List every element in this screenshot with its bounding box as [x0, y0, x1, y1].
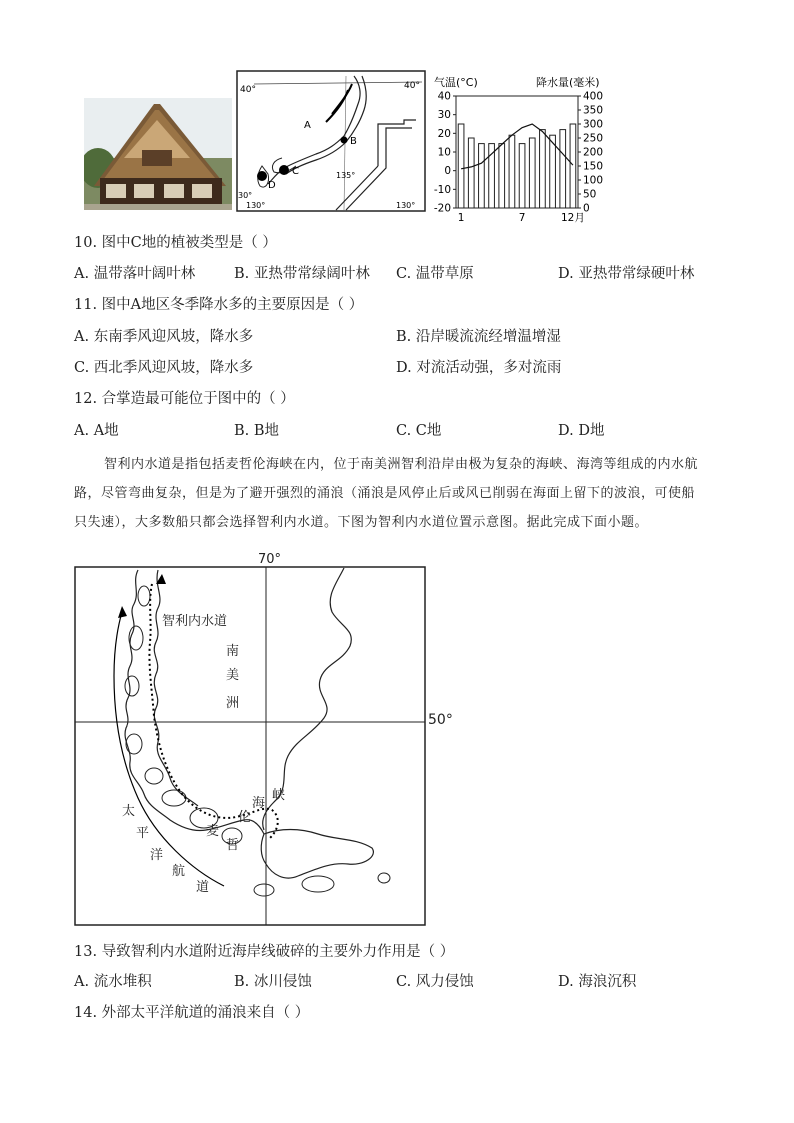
- lon-130-left-label: 130°: [246, 201, 266, 210]
- precip-bar: [479, 144, 485, 208]
- lon-135-label: 135°: [336, 171, 356, 180]
- chart-precip-title: 降水量(毫米): [536, 76, 600, 89]
- continent-char-1: 南: [226, 644, 240, 659]
- q13-option-c[interactable]: C. 风力侵蚀: [396, 974, 474, 990]
- continent-char-2: 美: [226, 668, 240, 683]
- q11-option-b[interactable]: B. 沿岸暖流流经增温增湿: [396, 329, 561, 345]
- label-b: B: [350, 136, 357, 147]
- japan-map: [236, 70, 426, 212]
- q12-option-b[interactable]: B. B地: [234, 423, 280, 439]
- right-tick-label: 400: [583, 90, 604, 103]
- q11-option-a[interactable]: A. 东南季风迎风坡，降水多: [74, 329, 254, 345]
- climate-chart: [428, 72, 610, 224]
- q12-option-a[interactable]: A. A地: [74, 423, 119, 439]
- precip-bar: [529, 138, 535, 208]
- lon-70-label: 70°: [258, 552, 282, 567]
- q12-stem: 12. 合掌造最可能位于图中的（ ）: [74, 391, 295, 407]
- right-tick-label: 150: [583, 160, 604, 173]
- temperature-line: [461, 124, 573, 169]
- label-a: A: [304, 120, 311, 131]
- lat-40-left-label: 40°: [240, 85, 256, 95]
- x-tick-label: 7: [518, 212, 526, 224]
- q10-stem: 10. 图中C地的植被类型是（ ）: [74, 235, 277, 251]
- q10-option-a[interactable]: A. 温带落叶阔叶林: [74, 266, 196, 282]
- precip-bar: [458, 124, 464, 208]
- chile-map: [74, 566, 426, 926]
- gassho-house-photo: [84, 98, 232, 210]
- precip-bar: [560, 130, 566, 208]
- right-tick-label: 200: [583, 146, 604, 159]
- right-tick-label: 350: [583, 104, 604, 117]
- x-tick-label: 1: [457, 212, 465, 224]
- q13-option-b[interactable]: B. 冰川侵蚀: [234, 974, 312, 990]
- q13-option-a[interactable]: A. 流水堆积: [74, 974, 152, 990]
- chart-line: [461, 124, 573, 169]
- q11-option-c[interactable]: C. 西北季风迎风坡，降水多: [74, 360, 254, 376]
- passage-line-3: 只失速），大多数船只都会选择智利内水道。下图为智利内水道位置示意图。据此完成下面小题。: [74, 515, 649, 530]
- chart-temp-title: 气温(°C): [434, 76, 478, 89]
- left-tick-label: -20: [433, 202, 451, 215]
- pacific-char-1: 太: [122, 804, 136, 819]
- chart-bars: [458, 124, 576, 208]
- pacific-char-2: 平: [136, 826, 150, 841]
- strait-char-1: 海: [252, 796, 266, 811]
- q13-option-d[interactable]: D. 海浪沉积: [558, 974, 637, 990]
- strait-char-3: 伦: [238, 810, 252, 825]
- left-tick-label: -10: [433, 183, 451, 196]
- passage-line-2: 路，尽管弯曲复杂，但是为了避开强烈的涌浪（涌浪是风停止后或风已削弱在海面上留下的波浪，可使船: [74, 486, 696, 501]
- label-c: C: [292, 166, 299, 177]
- precip-bar: [509, 135, 515, 208]
- precip-bar: [570, 124, 576, 208]
- q11-stem: 11. 图中A地区冬季降水多的主要原因是（ ）: [74, 297, 364, 313]
- right-tick-label: 0: [583, 202, 590, 215]
- label-d: D: [268, 180, 276, 191]
- q11-option-d[interactable]: D. 对流活动强，多对流雨: [396, 360, 562, 376]
- strait-char-2: 峡: [272, 788, 286, 803]
- right-tick-label: 250: [583, 132, 604, 145]
- left-tick-label: 10: [437, 146, 451, 159]
- precip-bar: [550, 135, 556, 208]
- right-tick-label: 50: [583, 188, 597, 201]
- passage-line-1: 智利内水道是指包括麦哲伦海峡在内，位于南美洲智利沿岸由极为复杂的海峡、海湾等组成的内水航: [104, 457, 699, 472]
- lat-30-label: 30°: [238, 191, 253, 200]
- pacific-char-3: 洋: [150, 848, 164, 863]
- q10-option-c[interactable]: C. 温带草原: [396, 266, 474, 282]
- q14-stem: 14. 外部太平洋航道的涌浪来自（ ）: [74, 1005, 310, 1021]
- pacific-char-4: 航: [172, 864, 186, 879]
- q12-option-c[interactable]: C. C地: [396, 423, 442, 439]
- q10-option-d[interactable]: D. 亚热带常绿硬叶林: [558, 266, 695, 282]
- left-tick-label: 0: [444, 165, 451, 178]
- left-tick-label: 40: [437, 90, 451, 103]
- strait-char-5: 麦: [206, 824, 220, 839]
- channel-label: 智利内水道: [162, 614, 228, 629]
- lat-50-label: 50°: [428, 712, 453, 728]
- lon-130-right-label: 130°: [396, 201, 416, 210]
- left-tick-label: 20: [437, 127, 451, 140]
- x-tick-label: 12月: [560, 212, 585, 224]
- q13-stem: 13. 导致智利内水道附近海岸线破碎的主要外力作用是（ ）: [74, 944, 455, 960]
- pacific-char-5: 道: [196, 880, 210, 895]
- left-tick-label: 30: [437, 109, 451, 122]
- right-tick-label: 300: [583, 118, 604, 131]
- precip-bar: [519, 144, 525, 208]
- q10-option-b[interactable]: B. 亚热带常绿阔叶林: [234, 266, 370, 282]
- lat-40-right-label: 40°: [404, 81, 420, 91]
- q12-option-d[interactable]: D. D地: [558, 423, 605, 439]
- continent-char-3: 洲: [226, 696, 240, 711]
- precip-bar: [499, 144, 505, 208]
- precip-bar: [540, 130, 546, 208]
- right-tick-label: 100: [583, 174, 604, 187]
- strait-char-4: 哲: [226, 838, 240, 853]
- precip-bar: [468, 138, 474, 208]
